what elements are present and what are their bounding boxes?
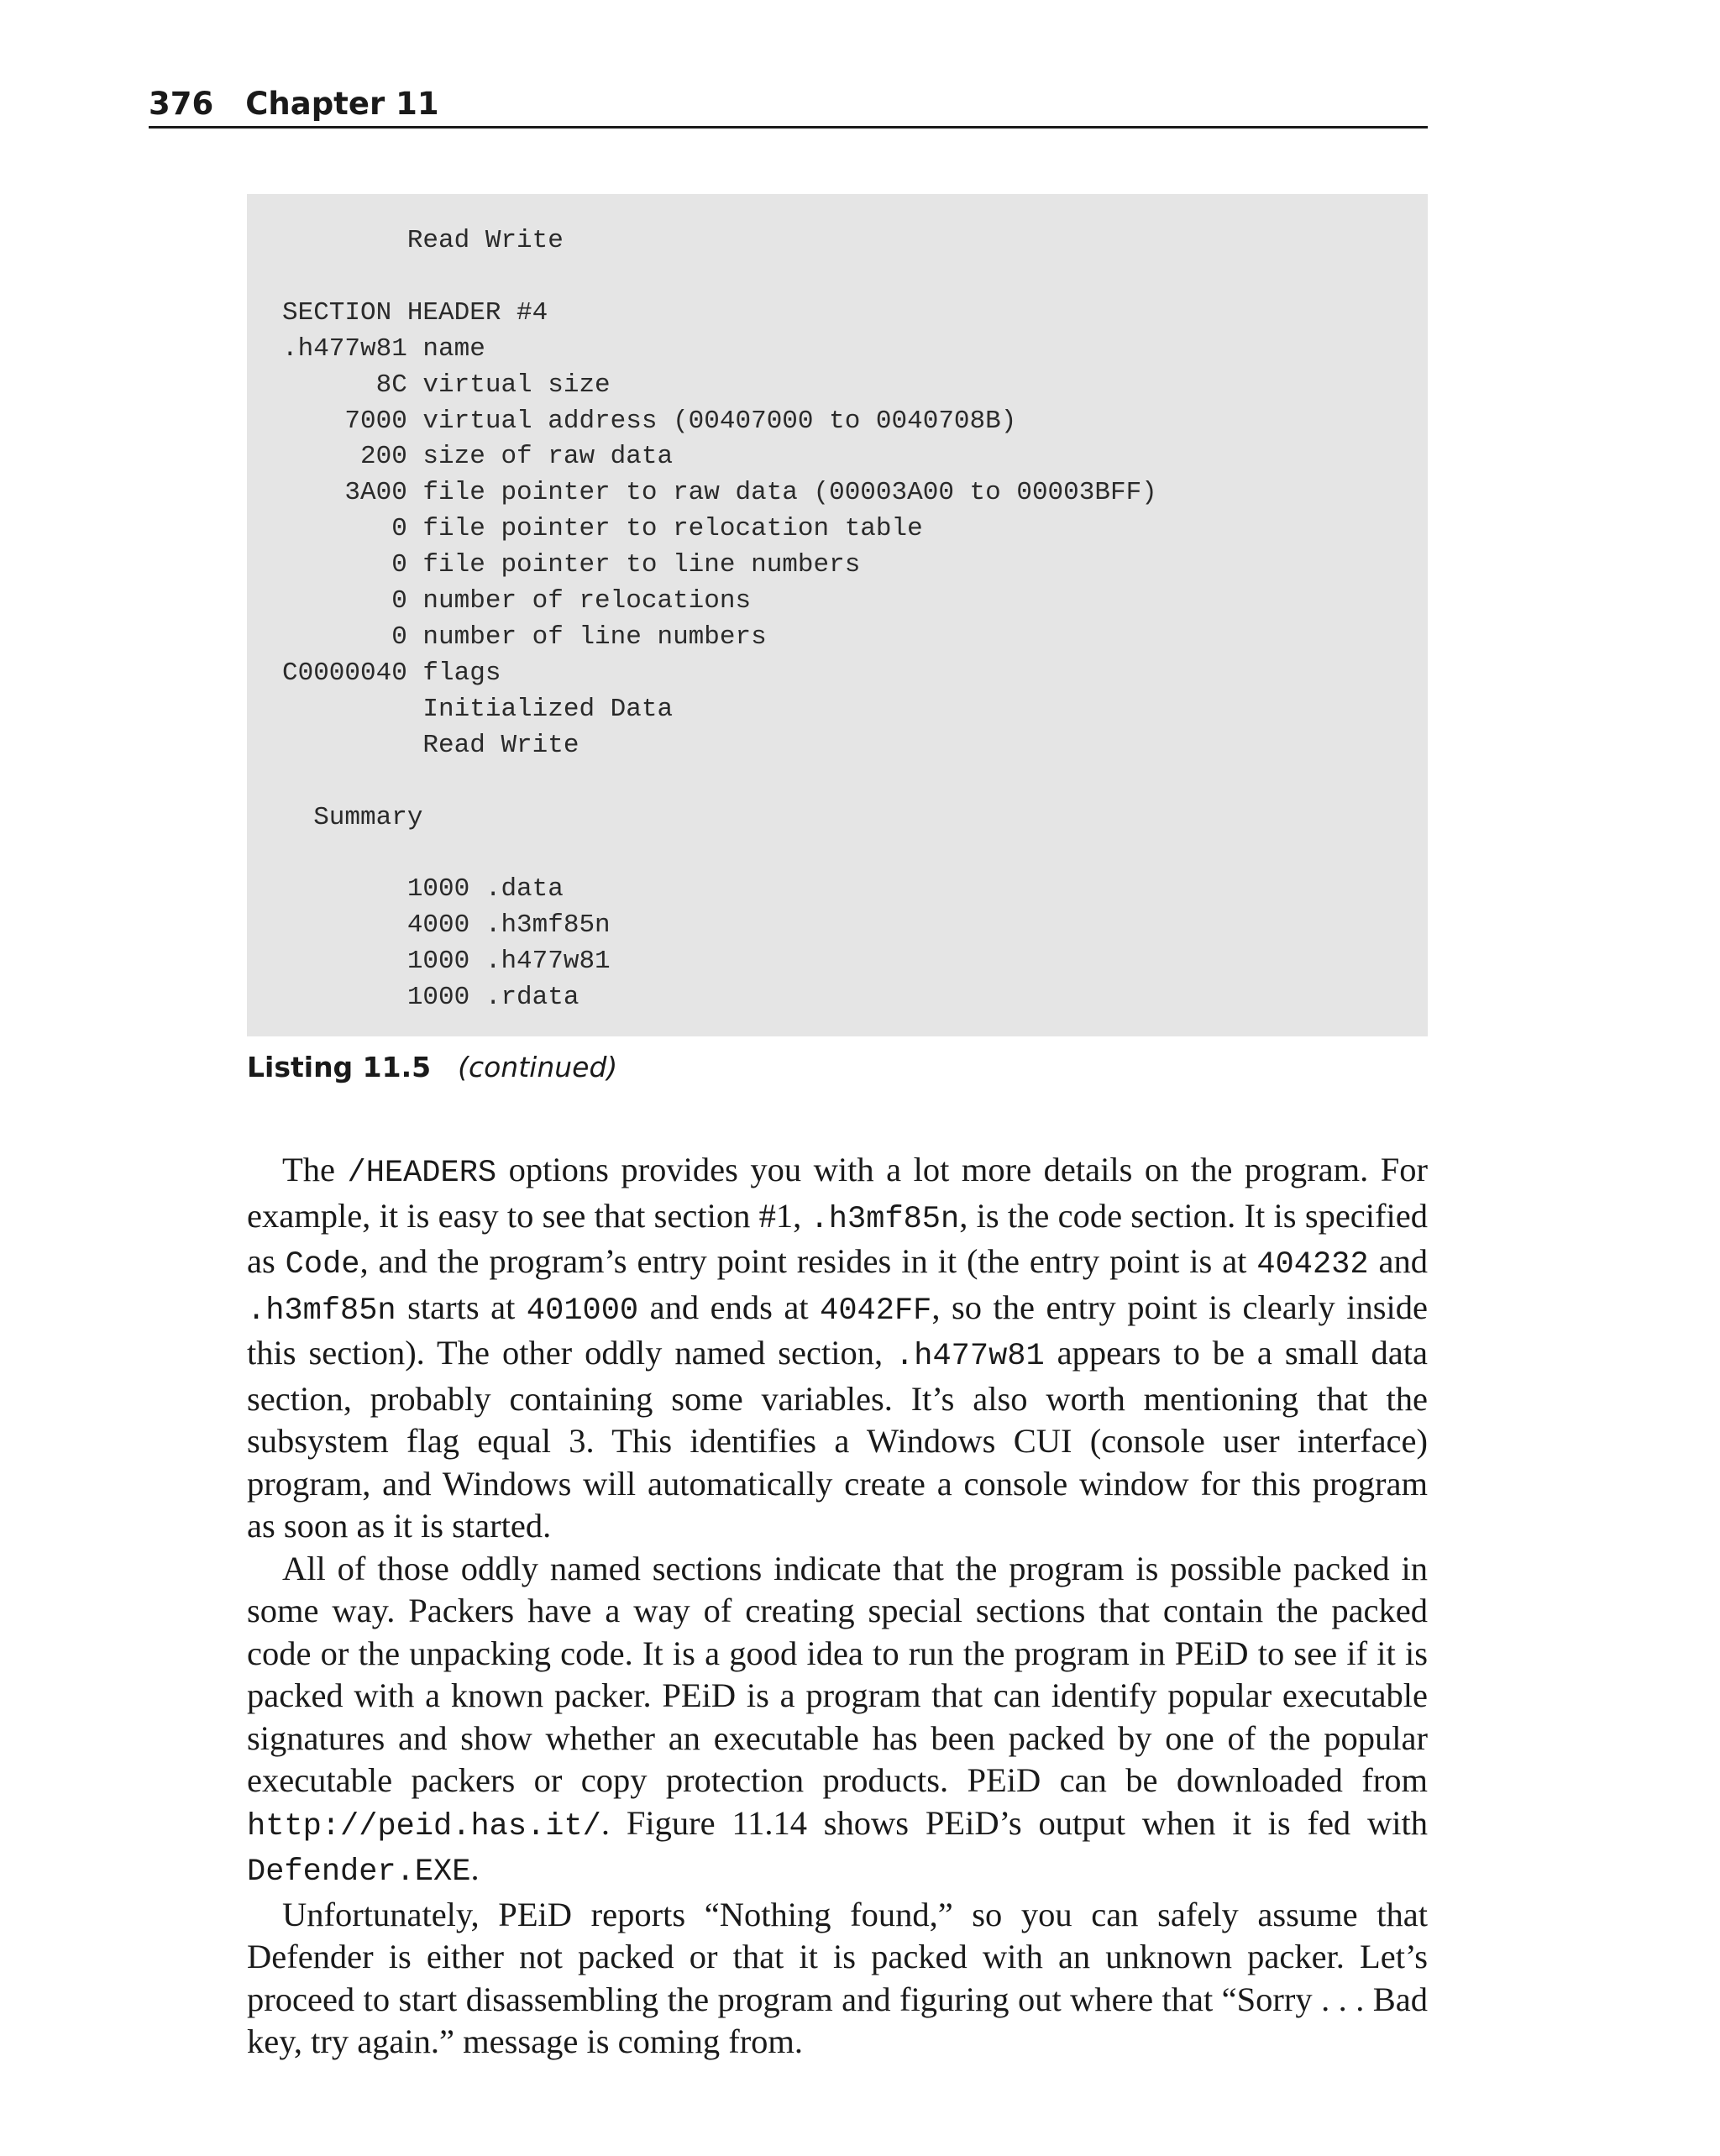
listing-caption-note: (continued) <box>458 1051 618 1083</box>
inline-code: .h3mf85n <box>247 1293 396 1329</box>
inline-code: .h477w81 <box>895 1339 1045 1374</box>
paragraph-packed-sections <box>247 1548 1428 1894</box>
text-run: , and the program’s entry point resides in it (the entry point is at <box>359 1242 1257 1280</box>
inline-code: /HEADERS <box>347 1156 497 1191</box>
listing-caption-label: Listing 11.5 <box>247 1051 432 1083</box>
chapter-title: Chapter 11 <box>245 86 439 122</box>
inline-code: .h3mf85n <box>810 1201 960 1237</box>
text-run: All of those oddly named sections indicate that the program is possible packed in some way. Packers have a way of creating special sections that contain the packed code or the unpacking code. It is a good idea to run the program in PEiD to see if it is packed with a known packer. PEiD is a program that can identify popular executable signatures and show whether an executable has been packed by one of the popular executable packers or copy protection products. PEiD can be downloaded from <box>247 1549 1428 1799</box>
paragraph-peid-result <box>247 1894 1428 2064</box>
inline-code: Defender.EXE <box>247 1854 471 1890</box>
text-run: The <box>282 1151 348 1188</box>
text-run: appears to be a small data section, probably containing some variables. It’s also worth mentioning that the subsystem flag equal 3. This identifies a Windows CUI (console user interface) program, and Windows will automatically create a console window for this program as soon as it is started. <box>247 1334 1429 1545</box>
text-run: and <box>1368 1242 1428 1280</box>
text-run: , is the code section. It is specified as <box>247 1196 1429 1280</box>
text-run: and ends at <box>638 1288 821 1326</box>
inline-code-url: http://peid.has.it/ <box>247 1808 601 1844</box>
code-listing-text: Read Write SECTION HEADER #4 .h477w81 name 8C virtual size 7000 virtual address (00407000 to 0040708B) 200 size of raw data 3A00 file pointer to raw data (00003A00 to 00003BFF) 0 file pointer to relocation table 0 file pointer to line numbers 0 number of relocations 0 number of line numbers C0000040 flags Initialized Data Read Write Summary 1000 .data 4000 .h3mf85n 1000 .h477w81 1000 .rdata <box>282 226 1157 1013</box>
paragraph-headers-option <box>247 1149 1428 1548</box>
text-run: . <box>470 1849 480 1887</box>
inline-code: 401000 <box>526 1293 639 1329</box>
listing-caption <box>247 1050 617 1085</box>
inline-code: 404232 <box>1256 1247 1369 1283</box>
inline-code: 4042FF <box>820 1293 932 1329</box>
page-number: 376 <box>149 86 214 122</box>
inline-code: Code <box>285 1247 360 1283</box>
text-run: , so the entry point is clearly inside this section). The other oddly named section, <box>247 1288 1428 1372</box>
code-listing <box>247 194 1428 1036</box>
text-run: . Figure 11.14 shows PEiD’s output when it is fed with <box>600 1803 1428 1842</box>
text-run: options provides you with a lot more details on the program. For example, it is easy to see that section #1, <box>247 1151 1428 1235</box>
body-text <box>247 1149 1428 2064</box>
text-run: Unfortunately, PEiD reports “Nothing found,” so you can safely assume that Defender is either not packed or that it is packed with an unknown packer. Let’s proceed to start disassembling the program and figuring out where that “Sorry . . . Bad key, try again.” message is coming from. <box>247 1895 1428 2060</box>
text-run: starts at <box>396 1288 527 1326</box>
page-header <box>149 82 1428 129</box>
